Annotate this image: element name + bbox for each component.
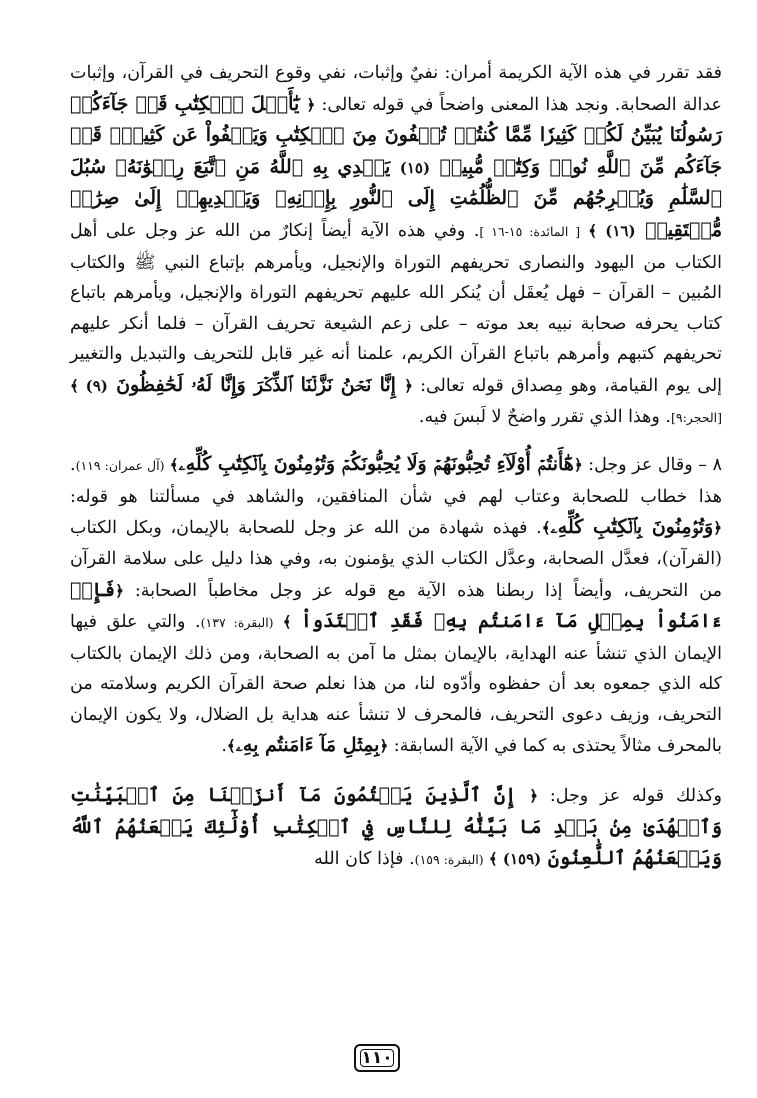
body-text: . هذا خطاب للصحابة وعتاب لهم في شأن المنافقين، والشاهد في مسألتنا هو قوله: <box>70 455 722 507</box>
paragraph-spacer <box>70 433 722 449</box>
quran-verse: إِنَّا نَحۡنُ نَزَّلۡنَا ٱلذِّكۡرَ وَإِنَّا لَهُۥ لَحَٰفِظُونَ <box>107 373 405 396</box>
body-text: فقد تقرر في هذه الآية الكريمة أمران: نفيٌ وإثبات، نفي وقوع التحريف في القرآن، وإثبات عدالة الصحابة. ونجد هذا المعنى واضحاً في قوله تعالى: <box>70 63 722 115</box>
verse-reference: [الحجر:٩] <box>670 409 722 425</box>
body-text: . <box>221 736 227 757</box>
verse-ornament: ﴾ <box>483 850 503 869</box>
verse-reference: (البقرة: ١٣٧) <box>200 615 274 631</box>
body-text: ٨ – وقال عز وجل: <box>582 455 722 476</box>
verse-ornament: (١٥٩) <box>502 850 542 869</box>
quran-verse: هَٰٓأَنتُمۡ أُوْلَآءِ تُحِبُّونَهُمۡ وَلَا يُحِبُّونَكُمۡ وَتُؤۡمِنُونَ بِٱلۡكِتَٰبِ كُلِّهِۦ <box>178 453 574 476</box>
quran-verse: بِمِثۡلِ مَآ ءَامَنتُم بِهِۦ <box>235 734 380 757</box>
quran-verse: وَتُؤۡمِنُونَ بِٱلۡكِتَٰبِ كُلِّهِۦ <box>550 516 714 539</box>
verse-ornament: ﴾ <box>164 456 179 475</box>
paragraph-spacer <box>70 762 722 780</box>
paragraph-2 <box>70 449 722 762</box>
verse-reference: [ المائدة: ١٥-١٦ ] <box>479 223 581 239</box>
verse-reference: (البقرة: ١٥٩) <box>414 852 484 868</box>
verse-ornament: (١٥) <box>399 158 431 177</box>
page-number: ١١٠ <box>354 1044 400 1072</box>
verse-ornament: (٩) <box>85 376 108 395</box>
body-text: . فإذا كان الله <box>314 849 415 870</box>
verse-ornament: ﴿ <box>713 519 722 538</box>
verse-reference: (آل عمران: ١١٩) <box>75 458 165 474</box>
verse-ornament: ﴿ <box>529 787 538 806</box>
verse-ornament: ﴿ <box>306 95 316 114</box>
quran-verse: يَٰٓأَهۡلَ ٱلۡكِتَٰبِ قَدۡ جَآءَكُمۡ رَسُولُنَا يُبَيِّنُ لَكُمۡ كَثِيرٗا مِّمَّا كُنتُمۡ تُخۡفُونَ مِنَ ٱلۡكِتَٰبِ وَيَعۡفُواْ عَن كَثِيرٖۚ قَدۡ جَآءَكُم مِّنَ ٱللَّهِ نُورٞ وَكِتَٰبٞ مُّبِينٞ <box>70 92 722 178</box>
quran-verse: يَهۡدِي بِهِ ٱللَّهُ مَنِ ٱتَّبَعَ رِضۡوَٰنَهُۥ سُبُلَ ٱلسَّلَٰمِ وَيُخۡرِجُهُم مِّنَ ٱلظُّلُمَٰتِ إِلَى ٱلنُّورِ بِإِذۡنِهِۦ وَيَهۡدِيهِمۡ إِلَىٰ صِرَٰطٖ مُّسۡتَقِيمٖ <box>70 155 722 241</box>
quran-verse: فَإِنۡ ءَامَنُواْ بِمِثۡلِ مَآ ءَامَنتُم بِهِۦ فَقَدِ ٱهۡتَدَواْ <box>70 578 723 633</box>
body-text: . والتي علق فيها الإيمان الذي تنشأ عنه الهداية، بالإيمان بمثل ما آمن به الصحابة، ومن ذلك الإيمان بالكتاب كله الذي جمعوه بعد أن حفظوه وأدّوه لنا، من هذا نعلم صحة القرآن الكريم وسلامته من التحريف، وزيف دعوى التحريف، فالمحرف لا تنشأ عنه هداية بل الضلال، ولا يكون الإيمان بالمحرف مثالاً يحتذى به كما في الآية السابقة: <box>70 612 722 757</box>
paragraph-1 <box>70 58 722 433</box>
verse-ornament: ﴿ <box>573 456 583 475</box>
verse-ornament: ﴾ <box>541 519 551 538</box>
verse-ornament: ﴿ <box>404 376 413 395</box>
verse-ornament: ﴿ <box>379 737 389 756</box>
verse-ornament: ﴾ <box>70 376 86 395</box>
body-text: . وفي هذه الآية أيضاً إنكارٌ من الله عز وجل على أهل الكتاب من اليهود والنصارى تحريفهم التوراة والإنجيل، ويأمرهم بإتباع النبي ﷺ والكتاب المُبين – القرآن – فهل يُعقَل أن يُنكر الله عليهم تحريفهم التوراة والإنجيل، ويأمرهم باتباع كتاب يحرفه صحابة نبيه بعد موته – على زعم الشيعة تحريف القرآن – فلما أنكر عليهم تحريفهم كتبهم وأمرهم باتباع القرآن الكريم، علمنا أنه غير قابل للتحريف والتبديل والتغيير إلى يوم القيامة، وهو مِصداق قوله تعالى: <box>70 220 723 396</box>
verse-ornament: ﴾ <box>226 737 236 756</box>
quran-verse: إِنَّ ٱلَّذِينَ يَكۡتُمُونَ مَآ أَنزَلۡنَا مِنَ ٱلۡبَيِّنَٰتِ وَٱلۡهُدَىٰ مِنۢ بَعۡدِ مَا بَيَّنَّٰهُ لِلنَّاسِ فِي ٱلۡكِتَٰبِ أُوْلَٰٓئِكَ يَلۡعَنُهُمُ ٱللَّهُ وَيَلۡعَنُهُمُ ٱللَّٰعِنُونَ <box>70 784 722 870</box>
body-text: وكذلك قوله عز وجل: <box>537 786 722 807</box>
body-text: . وهذا الذي تقرر واضحٌ لا لَبسَ فيه. <box>418 406 671 427</box>
verse-ornament: (١٦) <box>605 221 636 240</box>
body-text: . فهذه شهادة من الله عز وجل للصحابة بالإيمان، وبكل الكتاب (القرآن)، فعدَّل الصحابة، وعدَّل الكتاب الذي يؤمنون به، وفي هذا دليل على سلامة القرآن من التحريف، وأيضاً إذا ربطنا هذه الآية مع قوله عز وجل مخاطباً الصحابة: <box>70 518 722 601</box>
verse-ornament: ﴾ <box>273 613 301 632</box>
verse-ornament: ﴿ <box>115 581 124 600</box>
page-body <box>70 58 722 876</box>
paragraph-3 <box>70 780 722 876</box>
verse-ornament: ﴾ <box>580 221 606 240</box>
